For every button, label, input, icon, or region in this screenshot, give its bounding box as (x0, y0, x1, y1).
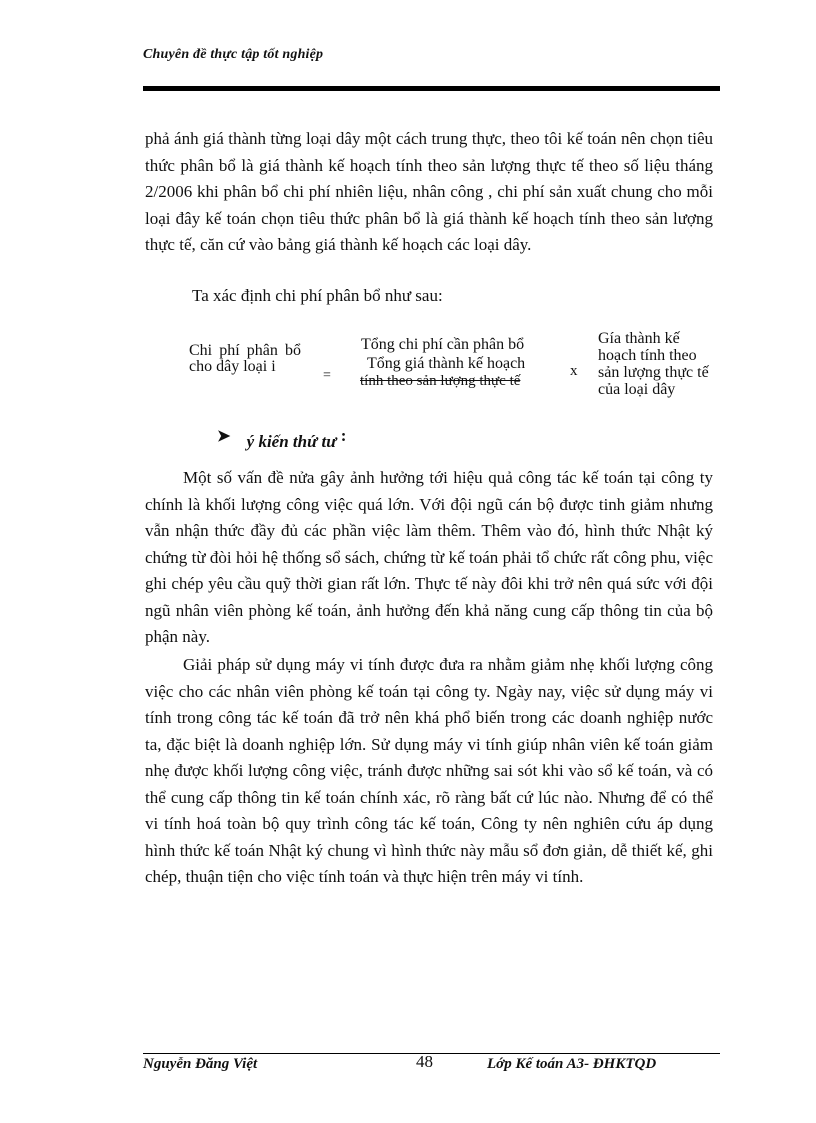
header-title: Chuyên đề thực tập tốt nghiệp (143, 47, 324, 62)
paragraph-1: phả ánh giá thành từng loại dây một cách trung thực, theo tôi kế toán nên chọn tiêu thức phân bổ là giá thành kế hoạch tính theo sản lượng thực tế theo số liệu tháng 2/2006 khi phân bổ chi phí nhiên liệu, nhân công , chi phí sản xuất chung cho mỗi loại đây kế toán chọn tiêu thức phân bổ là giá thành kế hoạch tính theo sản lượng thực tế, căn cứ vào bảng giá thành kế hoạch các loại dây. (145, 129, 713, 254)
section-heading-colon: : (340, 426, 347, 445)
formula-denominator-line1: Tổng giá thành kế hoạch (367, 355, 526, 372)
page-number: 48 (416, 1052, 433, 1071)
arrow-bullet-icon: ➤ (217, 428, 231, 445)
formula-times: x (570, 363, 578, 379)
formula-lhs: Chi phí phân bổ cho dây loại i (189, 342, 301, 375)
formula-equals: = (323, 368, 331, 383)
paragraph-3: Giải pháp sử dụng máy vi tính được đưa ra nhằm giảm nhẹ khối lượng công việc cho các nhân viên phòng kế toán tại công ty. Ngày nay, việc sử dụng máy vi tính trong công tác kế toán đã trở nên khá phổ biến trong các doanh nghiệp nước ta, đặc biệt là doanh nghiệp lớn. Sử dụng máy vi tính giúp nhân viên kế toán giảm nhẹ được khối lượng công việc, tránh được những sai sót khi vào sổ kế toán, và có thể cung cấp thông tin kế toán chính xác, rõ ràng bất cứ lúc nào. Nhưng để có thể vi tính hoá toàn bộ quy trình công tác kế toán, Công ty nên nghiên cứu áp dụng hình thức kế toán Nhật ký chung vì hình thức này mẫu sổ đơn giản, dễ thiết kế, ghi chép, thuận tiện cho việc tính toán và thực hiện trên máy vi tính. (145, 655, 713, 886)
header-rule (143, 86, 720, 91)
formula-lead: Ta xác định chi phí phân bổ như sau: (192, 286, 443, 305)
formula-rhs: Gía thành kế hoạch tính theo sản lượng thực tế của loại dây (598, 330, 709, 398)
paragraph-2: Một số vấn đề nửa gây ảnh hưởng tới hiệu quả công tác kế toán tại công ty chính là khối lượng công việc quá lớn. Với đội ngũ cán bộ được tinh giảm nhưng vẫn nhận thức đầy đủ các phần việc làm thêm. Thêm vào đó, hình thức Nhật ký chứng từ đòi hỏi hệ thống sổ sách, chứng từ kế toán phải tổ chức rất công phu, việc ghi chép yêu cầu quỹ thời gian rất lớn. Thực tế này đôi khi trở nên quá sức với đội ngũ nhân viên phòng kế toán, ảnh hưởng đến khả năng cung cấp thông tin của bộ phận này. (145, 468, 713, 646)
footer-author: Nguyễn Đăng Việt (143, 1056, 258, 1072)
footer-class: Lớp Kế toán A3- ĐHKTQD (487, 1056, 657, 1072)
section-bullet (217, 426, 347, 452)
formula-numerator: Tổng chi phí cần phân bổ (361, 336, 525, 353)
formula-denominator-line2: tính theo sản lượng thực tế (360, 373, 521, 389)
section-heading: ý kiến thứ tư (246, 432, 337, 451)
